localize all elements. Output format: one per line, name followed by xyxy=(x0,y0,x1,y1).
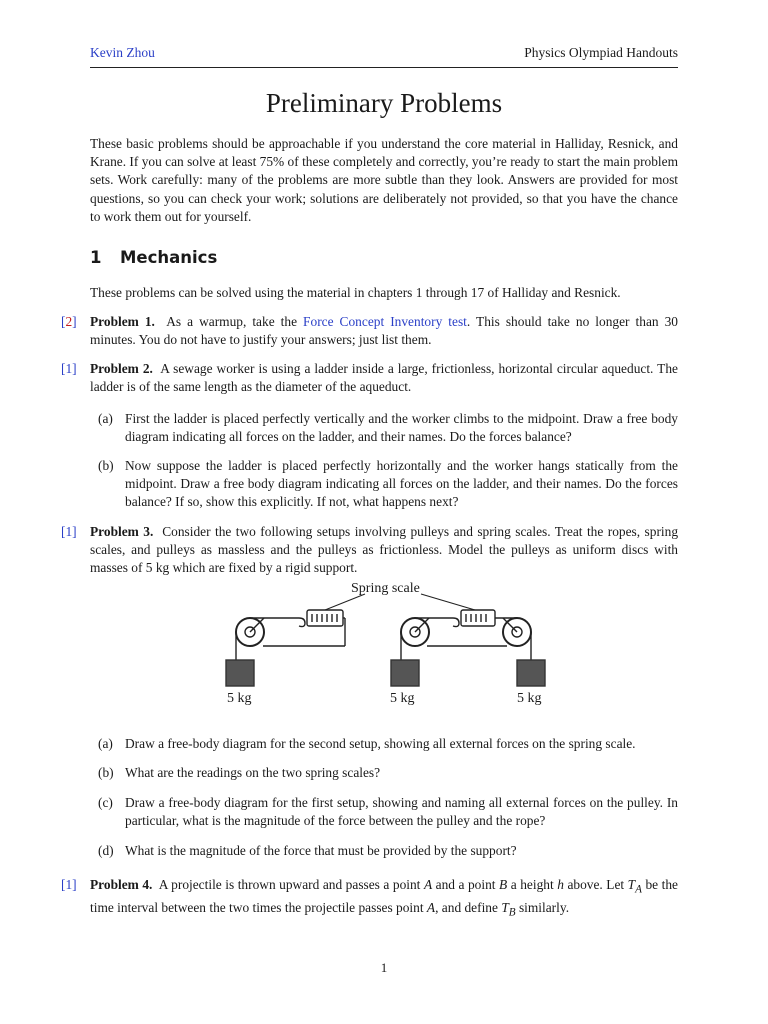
part-text: First the ladder is placed perfectly vertically and the worker climbs to the midpoint. Draw a free body diagram indicating all forces on the ladder, and their names. Do the forces balance? xyxy=(125,411,678,445)
part-label: (b) xyxy=(98,458,114,473)
mass-label-left: 5 kg xyxy=(227,691,252,706)
problem-3-part-d xyxy=(90,842,678,860)
part-text: What are the readings on the two spring scales? xyxy=(125,765,381,780)
var-ta: $T_A$ xyxy=(627,877,642,896)
problem-3-label: Problem 3. xyxy=(90,524,154,539)
problem-3-text: Consider the two following setups involving pulleys and spring scales. Treat the ropes, spring scales, and pulleys as massless and the pulleys as frictionless. Model the pulleys as uniform discs with masses of 5 kg which are fixed by a rigid support. xyxy=(90,524,679,576)
spring-scale-label: Spring scale xyxy=(351,581,420,596)
problem-3-difficulty: [1] xyxy=(61,524,77,539)
header-rule xyxy=(90,67,678,68)
force-concept-inventory-link[interactable]: Force Concept Inventory test xyxy=(303,314,467,329)
problem-1-difficulty: [2] xyxy=(61,314,77,329)
mass-label-right: 5 kg xyxy=(517,691,542,706)
problem-2 xyxy=(90,360,678,396)
problem-3 xyxy=(90,523,678,578)
header-series: Physics Olympiad Handouts xyxy=(524,45,678,60)
part-text: Now suppose the ladder is placed perfectly horizontally and the worker hangs statically from the midpoint. Draw a free body diagram indicating all forces on the ladder, and their names. Do the forces balance? If so, show this explicitly. If not, what happens next? xyxy=(125,458,678,510)
problem-1-label: Problem 1. xyxy=(90,314,155,329)
problem-4-label: Problem 4. xyxy=(90,877,153,892)
problem-4: Problem 4. A projectile is thrown upward and passes a point A and a point B a height h above. Let $T_A$ be the time interval between the two times the projectile passes point A, and define $T_B$ similarly. xyxy=(90,877,679,919)
part-label: (c) xyxy=(98,795,113,810)
pulley-spring-scale-figure xyxy=(217,580,551,708)
var-h: h xyxy=(557,877,564,892)
part-text: Draw a free-body diagram for the second setup, showing all external forces on the spring scale. xyxy=(125,736,636,751)
problem-2-label: Problem 2. xyxy=(90,361,153,376)
part-label: (a) xyxy=(98,736,113,751)
problem-2-difficulty: [1] xyxy=(61,361,77,376)
problem-4-difficulty: [1] xyxy=(61,877,77,892)
section-title: Mechanics xyxy=(120,248,218,267)
problem-3-part-c xyxy=(90,794,678,830)
problem-2-part-b xyxy=(90,457,678,512)
problem-1-text-pre: As a warmup, take the xyxy=(166,314,298,329)
problem-1 xyxy=(90,313,678,349)
header-author: Kevin Zhou xyxy=(90,45,155,60)
section-intro: These problems can be solved using the material in chapters 1 through 17 of Halliday and Resnick. xyxy=(90,285,621,300)
problem-2-text: A sewage worker is using a ladder inside a large, frictionless, horizontal circular aqueduct. The ladder is of the same length as the diameter of the aqueduct. xyxy=(90,361,678,395)
part-label: (a) xyxy=(98,411,113,426)
problem-3-part-b xyxy=(90,764,678,782)
var-a: A xyxy=(423,877,433,892)
var-b: B xyxy=(499,877,508,892)
section-number: 1 xyxy=(90,248,102,267)
intro-paragraph: These basic problems should be approachable if you understand the core material in Halliday, Resnick, and Krane. If you can solve at least 75% of these completely and correctly, you’re ready to start the main problem sets. Work carefully: many of the problems are more subtle than they look. Answers are provided for most questions, so you can check your work; solutions are deliberately not provided, so that you have the chance to work them out for yourself. xyxy=(90,136,678,224)
problem-2-part-a xyxy=(90,410,678,446)
part-text: What is the magnitude of the force that must be provided by the support? xyxy=(125,843,517,858)
page-number: 1 xyxy=(380,960,388,975)
var-tb: $T_B$ xyxy=(501,899,516,919)
problem-3-part-a xyxy=(90,735,678,753)
part-label: (d) xyxy=(98,843,114,858)
problem-1-text-post: . This should take no longer than 30 minutes. You do not have to justify your answers; just list them. xyxy=(90,314,679,348)
part-text: Draw a free-body diagram for the first setup, showing and naming all external forces on the pulley. In particular, what is the magnitude of the force between the pulley and the rope? xyxy=(125,795,678,829)
part-label: (b) xyxy=(98,765,114,780)
page-title: Preliminary Problems xyxy=(265,88,503,118)
mass-label-middle: 5 kg xyxy=(390,691,415,706)
section-heading xyxy=(90,248,217,267)
